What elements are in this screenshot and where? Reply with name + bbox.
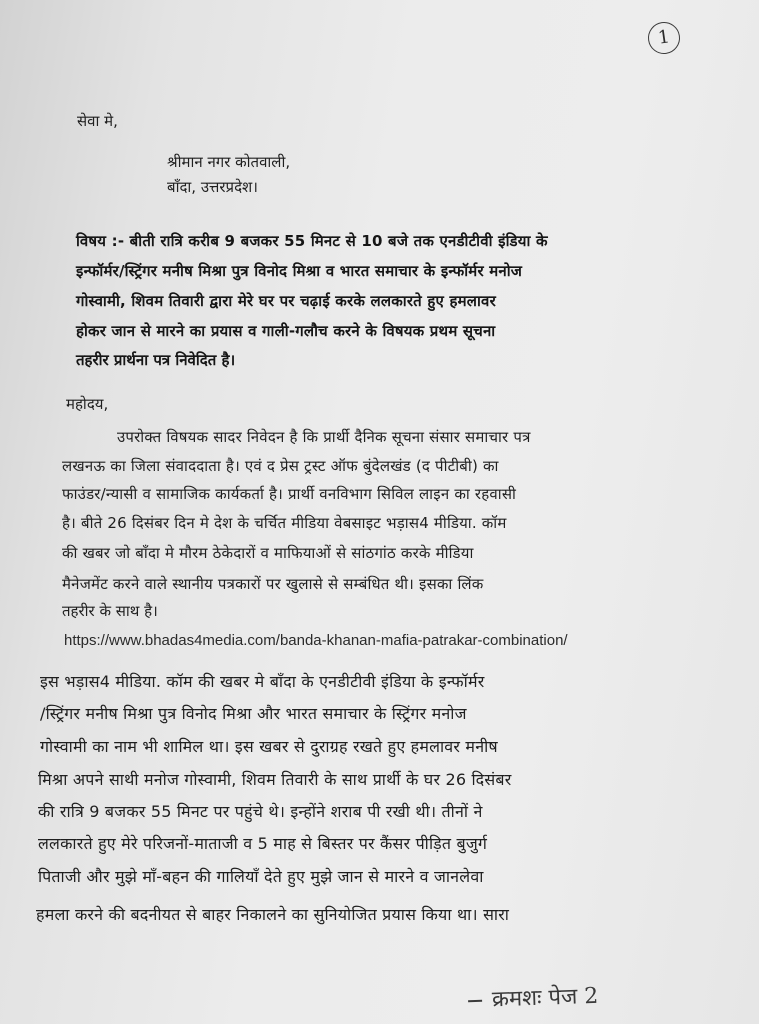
- subject-line-3: गोस्वामी, शिवम तिवारी द्वारा मेरे घर पर चढ़ाई करके ललकारते हुए हमलावर: [76, 292, 496, 310]
- paragraph1-line-4: है। बीते 26 दिसंबर दिन मे देश के चर्चित मीडिया वेबसाइट भड़ास4 मीडिया. कॉम: [62, 514, 507, 532]
- paragraph1-line-6: मैनेजमेंट करने वाले स्थानीय पत्रकारों पर खुलासे से सम्बंधित थी। इसका लिंक: [62, 575, 484, 593]
- paragraph1-line-7: तहरीर के साथ है।: [62, 602, 158, 620]
- bhadas4media-link[interactable]: https://www.bhadas4media.com/banda-khanan-mafia-patrakar-combination/: [64, 632, 568, 649]
- paragraph2-line-4: मिश्रा अपने साथी मनोज गोस्वामी, शिवम तिवारी के साथ प्रार्थी के घर 26 दिसंबर: [38, 770, 512, 789]
- addressee-line-1: श्रीमान नगर कोतवाली,: [167, 153, 291, 171]
- paragraph2-line-3: गोस्वामी का नाम भी शामिल था। इस खबर से दुराग्रह रखते हुए हमलावर मनीष: [40, 737, 498, 756]
- paragraph2-line-1: इस भड़ास4 मीडिया. कॉम की खबर मे बाँदा के एनडीटीवी इंडिया के इन्फॉर्मर: [40, 672, 485, 691]
- paragraph2-line-7: पिताजी और मुझे माँ-बहन की गालियाँ देते हुए मुझे जान से मारने व जानलेवा: [38, 867, 484, 886]
- paragraph1-line-2: लखनऊ का जिला संवाददाता है। एवं द प्रेस ट्रस्ट ऑफ बुंदेलखंड (द पीटीबी) का: [62, 457, 499, 475]
- paragraph2-line-6: ललकारते हुए मेरे परिजनों-माताजी व 5 माह से बिस्तर पर कैंसर पीड़ित बुजुर्ग: [38, 834, 488, 853]
- dash-mark: [468, 1000, 482, 1002]
- page-number-circle: [646, 20, 682, 56]
- subject-line-4: होकर जान से मारने का प्रयास व गाली-गलौच करने के विषयक प्रथम सूचना: [76, 322, 496, 340]
- page-number: 1: [656, 26, 672, 49]
- paragraph1-line-3: फाउंडर/न्यासी व सामाजिक कार्यकर्ता है। प्रार्थी वनविभाग सिविल लाइन का रहवासी: [62, 485, 517, 503]
- paragraph2-line-5: की रात्रि 9 बजकर 55 मिनट पर पहुंचे थे। इन्होंने शराब पी रखी थी। तीनों ने: [38, 802, 483, 821]
- greeting: महोदय,: [66, 395, 109, 413]
- continued-note-text: क्रमशः पेज 2: [491, 983, 599, 1013]
- paragraph2-line-2: /स्ट्रिंगर मनीष मिश्रा पुत्र विनोद मिश्रा और भारत समाचार के स्ट्रिंगर मनोज: [40, 704, 467, 723]
- addressee-line-2: बाँदा, उत्तरप्रदेश।: [167, 178, 258, 196]
- subject-line-2: इन्फॉर्मर/स्ट्रिंगर मनीष मिश्रा पुत्र विनोद मिश्रा व भारत समाचार के इन्फॉर्मर मनोज: [76, 262, 523, 280]
- paragraph1-line-1: उपरोक्त विषयक सादर निवेदन है कि प्रार्थी दैनिक सूचना संसार समाचार पत्र: [117, 428, 531, 446]
- subject-line-1: विषय :- बीती रात्रि करीब 9 बजकर 55 मिनट से 10 बजे तक एनडीटीवी इंडिया के: [76, 232, 548, 250]
- paragraph1-line-5: की खबर जो बाँदा मे मौरम ठेकेदारों व माफियाओं से सांठगांठ करके मीडिया: [62, 544, 474, 562]
- subject-line-5: तहरीर प्रार्थना पत्र निवेदित है।: [76, 351, 236, 369]
- salutation-to: सेवा मे,: [77, 112, 118, 130]
- paragraph2-line-8: हमला करने की बदनीयत से बाहर निकालने का सुनियोजित प्रयास किया था। सारा: [36, 905, 510, 924]
- continued-handwritten-note: [468, 980, 599, 1015]
